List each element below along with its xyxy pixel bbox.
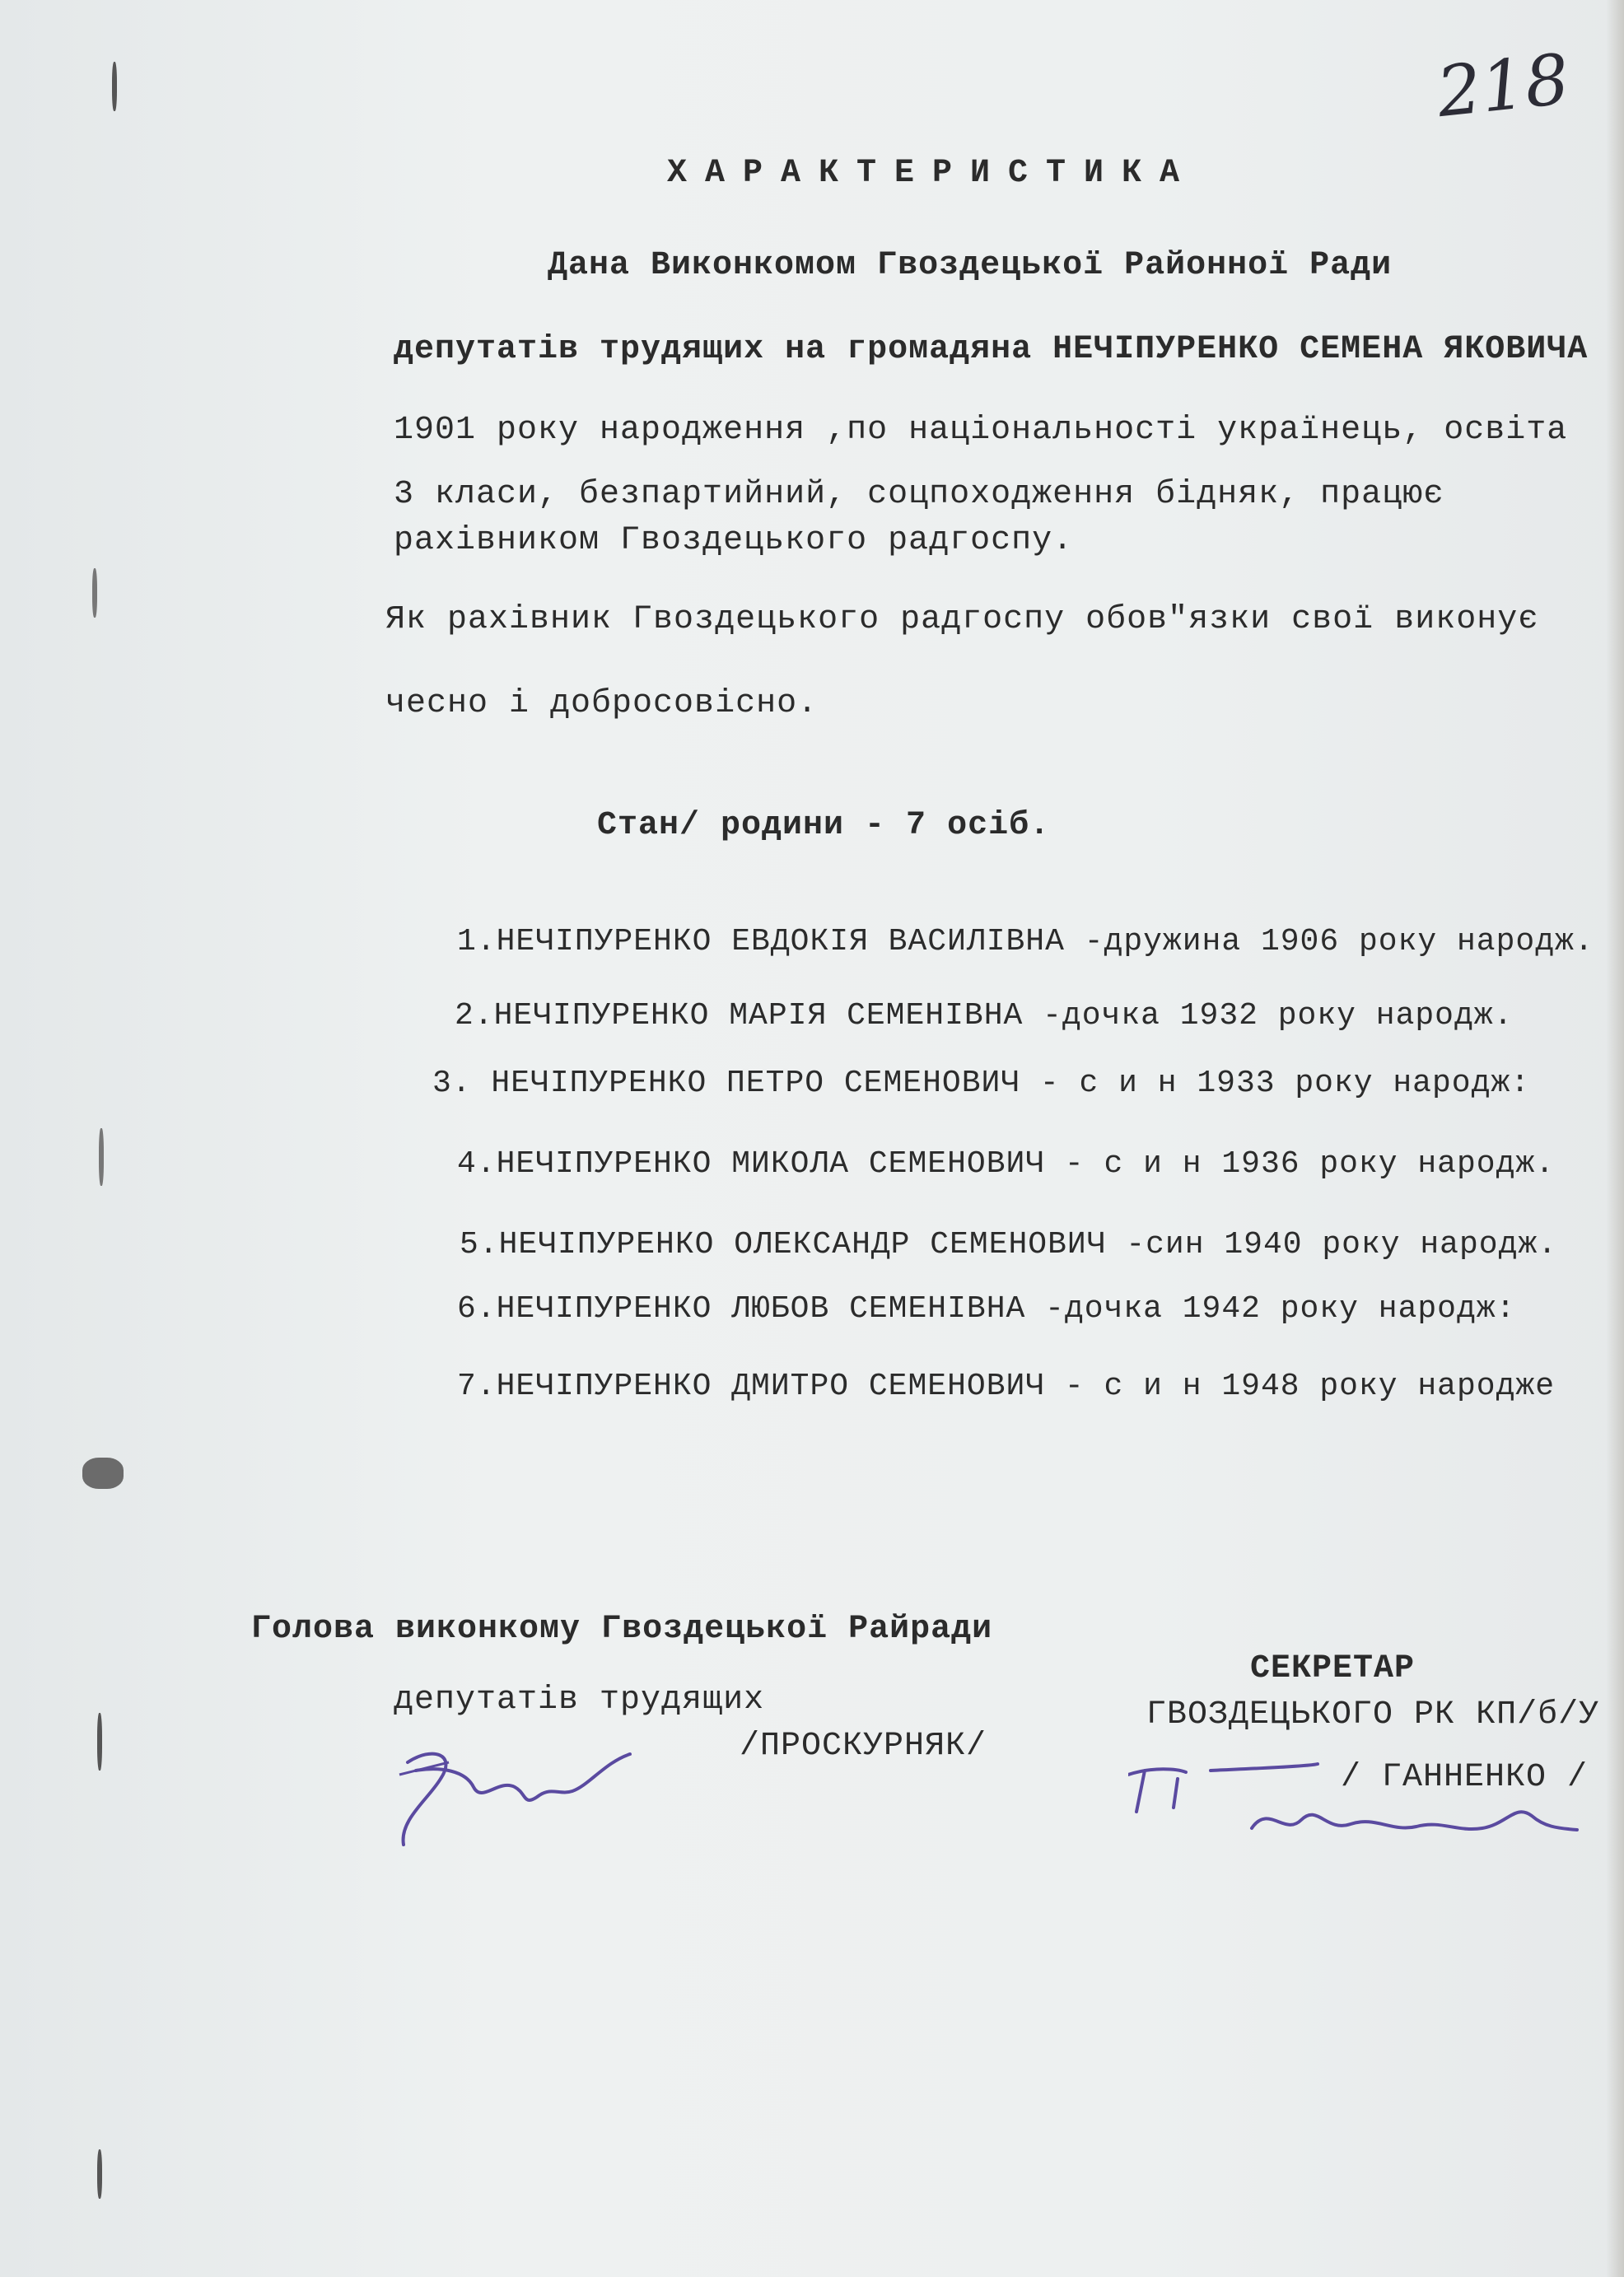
chairman-name: /ПРОСКУРНЯК/ — [740, 1728, 987, 1765]
binding-mark — [97, 2149, 102, 2199]
chairman-signature — [383, 1729, 646, 1861]
secretary-subtitle: ГВОЗДЕЦЬКОГО РК КП/б/У — [1146, 1696, 1600, 1733]
body-line: чесно і добросовісно. — [385, 685, 819, 722]
family-member: 5.НЕЧІПУРЕНКО ОЛЕКСАНДР СЕМЕНОВИЧ -син 1940 року народж. — [460, 1227, 1558, 1262]
document-title: ХАРАКТЕРИСТИКА — [667, 155, 1198, 192]
document-subtitle: Дана Виконкомом Гвоздецької Районної Ради — [548, 247, 1393, 284]
secretary-name: / ГАННЕНКО / — [1341, 1759, 1589, 1796]
chairman-subtitle: депутатів трудящих — [394, 1682, 765, 1719]
page-edge-shadow — [1606, 0, 1624, 2277]
family-member: 2.НЕЧІПУРЕНКО МАРІЯ СЕМЕНІВНА -дочка 1932 року народж. — [455, 998, 1514, 1034]
chairman-title: Голова виконкому Гвоздецької Райради — [251, 1611, 993, 1648]
intro-line: депутатів трудящих на громадяна НЕЧІПУРЕНКО СЕМЕНА ЯКОВИЧА — [394, 331, 1589, 368]
binding-hole — [82, 1458, 124, 1489]
family-member: 6.НЕЧІПУРЕНКО ЛЮБОВ СЕМЕНІВНА -дочка 1942 року народж: — [457, 1291, 1516, 1327]
binding-mark — [112, 62, 117, 111]
family-member: 3. НЕЧІПУРЕНКО ПЕТРО СЕМЕНОВИЧ - с и н 1933 року народж: — [432, 1066, 1531, 1101]
binding-mark — [99, 1128, 104, 1186]
family-member: 1.НЕЧІПУРЕНКО ЕВДОКІЯ ВАСИЛІВНА -дружина 1906 року народж. — [457, 924, 1594, 959]
secretary-title: СЕКРЕТАР — [1250, 1650, 1416, 1687]
binding-mark — [92, 568, 97, 618]
family-header: Стан/ родини - 7 осіб. — [597, 807, 1051, 844]
binding-mark — [97, 1713, 102, 1771]
family-member: 4.НЕЧІПУРЕНКО МИКОЛА СЕМЕНОВИЧ - с и н 1936 року народж. — [457, 1146, 1556, 1182]
intro-line: 3 класи, безпартийний, соцпоходження бідняк, працює — [394, 476, 1444, 513]
intro-line: 1901 року народження ,по національності українець, освіта — [394, 412, 1568, 449]
intro-line: рахівником Гвоздецького радгоспу. — [394, 522, 1074, 559]
family-member: 7.НЕЧІПУРЕНКО ДМИТРО СЕМЕНОВИЧ - с и н 1948 року народже — [457, 1369, 1556, 1404]
secretary-signature — [1128, 1754, 1589, 1869]
page-number: 218 — [1433, 38, 1574, 133]
body-line: Як рахівник Гвоздецького радгоспу обов"язки свої виконує — [385, 601, 1539, 638]
